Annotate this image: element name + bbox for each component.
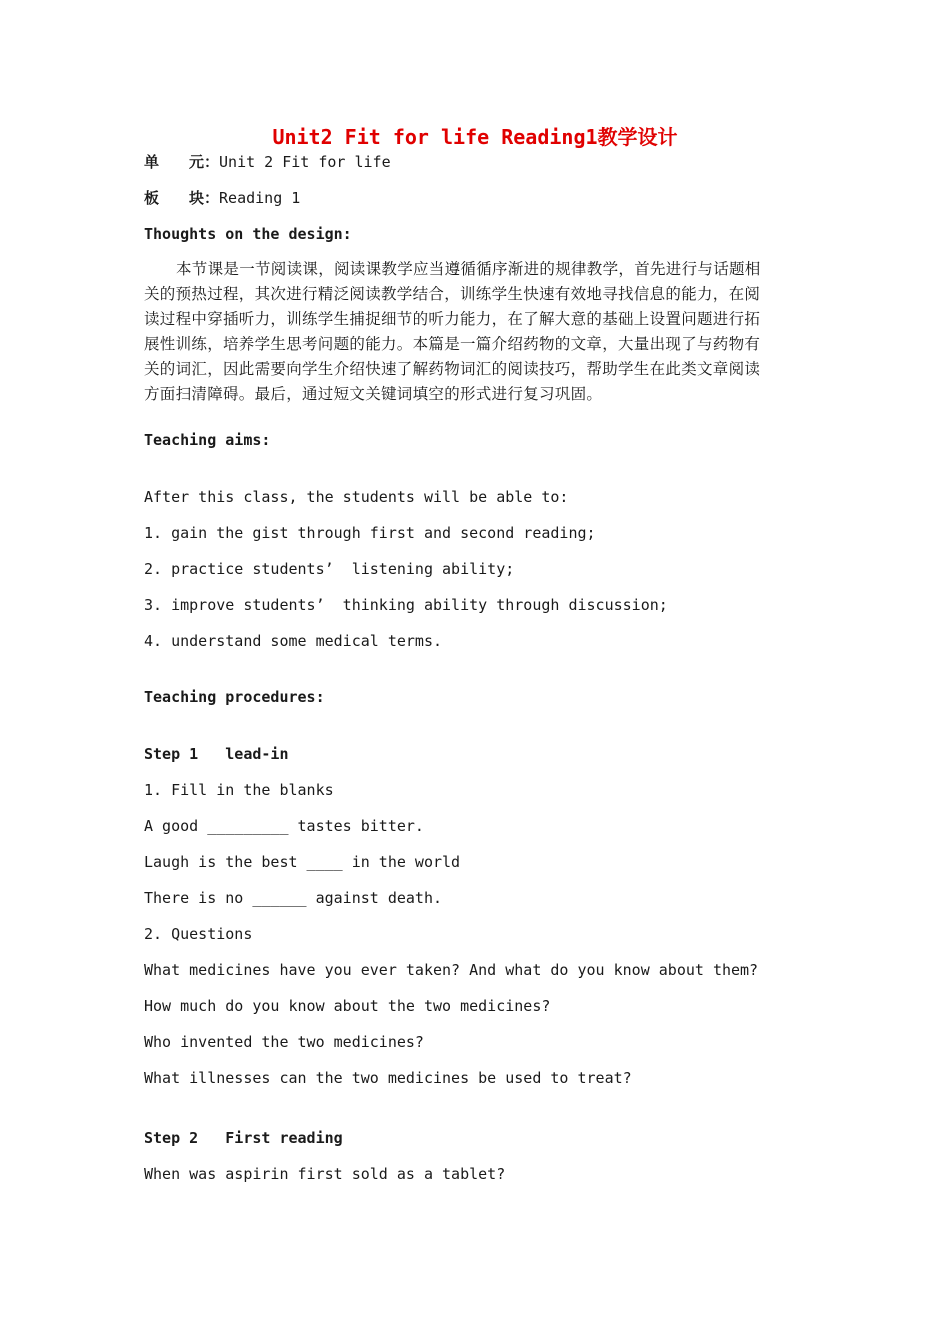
- design-line: 关的词汇，因此需要向学生介绍快速了解药物词汇的阅读技巧，帮助学生在此类文章阅读: [144, 360, 761, 378]
- design-heading: Thoughts on the design:: [144, 225, 352, 243]
- step1-sub2: 2. Questions: [144, 925, 253, 943]
- step1-title: Step 1 lead-in: [144, 745, 289, 763]
- step2-question: When was aspirin first sold as a tablet?: [144, 1165, 506, 1183]
- aims-intro: After this class, the students will be able to:: [144, 488, 569, 506]
- design-line: 展性训练，培养学生思考问题的能力。本篇是一篇介绍药物的文章，大量出现了与药物有: [144, 335, 761, 353]
- blank-sentence: Laugh is the best ____ in the world: [144, 853, 461, 871]
- module-label: 板 块：: [144, 189, 220, 207]
- aim-item: 1. gain the gist through first and second reading;: [144, 524, 596, 542]
- procedures-heading: Teaching procedures:: [144, 688, 325, 706]
- aims-heading: Teaching aims:: [144, 431, 271, 449]
- module-row: [144, 188, 300, 208]
- unit-value: Unit 2 Fit for life: [219, 153, 391, 171]
- aim-item: 3. improve students’ thinking ability through discussion;: [144, 596, 668, 614]
- unit-label: 单 元：: [144, 153, 220, 171]
- unit-row: [144, 152, 391, 172]
- step2-title: Step 2 First reading: [144, 1129, 343, 1147]
- question-line: What medicines have you ever taken? And what do you know about them?: [144, 961, 759, 979]
- step1-sub1: 1. Fill in the blanks: [144, 781, 334, 799]
- document-title: Unit2 Fit for life Reading1教学设计: [272, 125, 678, 149]
- design-paragraph: [144, 257, 808, 407]
- design-line: 方面扫清障碍。最后，通过短文关键词填空的形式进行复习巩固。: [144, 385, 603, 403]
- question-line: How much do you know about the two medicines?: [144, 997, 551, 1015]
- design-line: 本节课是一节阅读课，阅读课教学应当遵循循序渐进的规律教学，首先进行与话题相: [176, 260, 761, 278]
- design-line: 关的预热过程，其次进行精泛阅读教学结合，训练学生快速有效地寻找信息的能力，在阅: [144, 285, 761, 303]
- question-line: Who invented the two medicines?: [144, 1033, 424, 1051]
- blank-sentence: A good _________ tastes bitter.: [144, 817, 424, 835]
- module-value: Reading 1: [219, 189, 301, 207]
- aim-item: 4. understand some medical terms.: [144, 632, 443, 650]
- question-line: What illnesses can the two medicines be used to treat?: [144, 1069, 632, 1087]
- blank-sentence: There is no ______ against death.: [144, 889, 443, 907]
- aim-item: 2. practice students’ listening ability;: [144, 560, 515, 578]
- design-line: 读过程中穿插听力，训练学生捕捉细节的听力能力，在了解大意的基础上设置问题进行拓: [144, 310, 761, 328]
